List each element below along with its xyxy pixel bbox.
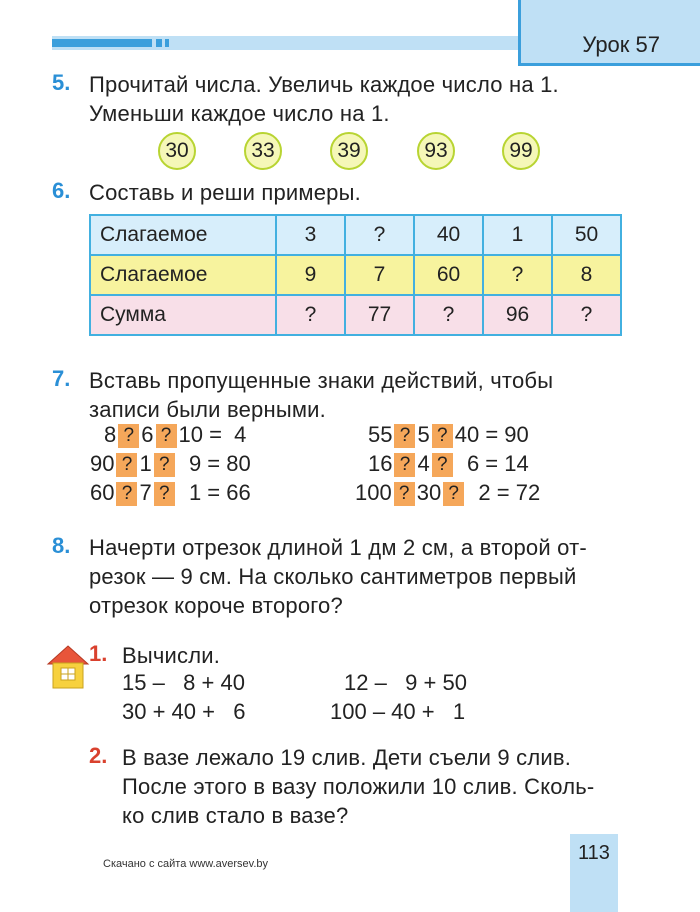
table-row	[90, 255, 621, 295]
missing-sign-box[interactable]: ?	[432, 424, 453, 448]
row-label: Сумма	[90, 295, 276, 335]
number-circle: 33	[244, 132, 282, 170]
operand: 55	[368, 422, 393, 447]
equation-rest: 40 = 90	[454, 422, 529, 447]
home-task-1-title: Вычисли.	[122, 643, 221, 668]
expression: 15 – 8 + 40	[122, 670, 245, 695]
number-circle: 30	[158, 132, 196, 170]
task-5-text-line-1: Прочитай числа. Увеличь каждое число на 1.	[89, 72, 559, 97]
missing-sign-box[interactable]: ?	[156, 424, 177, 448]
operand: 100	[355, 480, 392, 505]
missing-sign-box[interactable]: ?	[154, 453, 175, 477]
equation	[368, 422, 529, 448]
missing-sign-box[interactable]: ?	[432, 453, 453, 477]
table-cell: 8	[552, 255, 621, 295]
page-number-box	[570, 834, 618, 912]
table-cell: ?	[345, 215, 414, 255]
table-cell: 3	[276, 215, 345, 255]
task-8-number: 8.	[52, 533, 71, 558]
row-label: Слагаемое	[90, 215, 276, 255]
home-task-2-text-line-1: В вазе лежало 19 слив. Дети съели 9 слив.	[122, 745, 572, 770]
home-task-2-text-line-3: ко слив стало в вазе?	[122, 803, 349, 828]
addition-table	[89, 214, 622, 336]
task-7-text-line-2: записи были верными.	[89, 397, 326, 422]
table-row	[90, 215, 621, 255]
equation-rest: 9 = 80	[176, 451, 251, 476]
missing-sign-box[interactable]: ?	[154, 482, 175, 506]
header-stripe	[52, 36, 522, 50]
task-5-text-line-2: Уменьши каждое число на 1.	[89, 101, 390, 126]
table-cell: 7	[345, 255, 414, 295]
operand: 1	[139, 451, 152, 476]
equation	[104, 422, 246, 448]
operand: 8	[104, 422, 117, 447]
table-cell: ?	[552, 295, 621, 335]
missing-sign-box[interactable]: ?	[394, 424, 415, 448]
missing-sign-box[interactable]: ?	[443, 482, 464, 506]
task-6-title: Составь и реши примеры.	[89, 180, 361, 205]
operand: 4	[417, 451, 430, 476]
equation-rest: 10 = 4	[178, 422, 247, 447]
table-cell: 77	[345, 295, 414, 335]
number-circle: 93	[417, 132, 455, 170]
table-cell: 60	[414, 255, 483, 295]
table-cell: 40	[414, 215, 483, 255]
operand: 30	[416, 480, 442, 505]
operand: 6	[141, 422, 154, 447]
home-task-2-number: 2.	[89, 743, 108, 768]
expression: 30 + 40 + 6	[122, 699, 246, 724]
task-8-text-line-1: Начерти отрезок длиной 1 дм 2 см, а второй от-	[89, 535, 587, 560]
table-cell: 9	[276, 255, 345, 295]
equation	[355, 480, 540, 506]
table-cell: 96	[483, 295, 552, 335]
operand: 7	[139, 480, 152, 505]
equation-rest: 2 = 72	[466, 480, 541, 505]
task-6-number: 6.	[52, 178, 71, 203]
equation-rest: 1 = 66	[176, 480, 251, 505]
expression: 12 – 9 + 50	[344, 670, 467, 695]
lesson-box	[518, 0, 700, 66]
number-circle: 39	[330, 132, 368, 170]
home-task-1-number: 1.	[89, 641, 108, 666]
equation	[368, 451, 529, 477]
table-row	[90, 295, 621, 335]
equation	[90, 451, 251, 477]
stripe-dot	[156, 39, 162, 47]
source-footer: Скачано с сайта www.aversev.by	[103, 858, 269, 870]
stripe-dot	[165, 39, 169, 47]
task-5-number: 5.	[52, 70, 71, 95]
number-circle: 99	[502, 132, 540, 170]
home-task-2-text-line-2: После этого в вазу положили 10 слив. Сколь-	[122, 774, 595, 799]
operand: 16	[368, 451, 393, 476]
table-cell: 50	[552, 215, 621, 255]
row-label: Слагаемое	[90, 255, 276, 295]
task-7-number: 7.	[52, 366, 71, 391]
operand: 90	[90, 451, 115, 476]
table-cell: 1	[483, 215, 552, 255]
lesson-title: Урок 57	[582, 32, 660, 57]
missing-sign-box[interactable]: ?	[116, 453, 137, 477]
missing-sign-box[interactable]: ?	[394, 482, 415, 506]
table-cell: ?	[276, 295, 345, 335]
task-7-text-line-1: Вставь пропущенные знаки действий, чтобы	[89, 368, 554, 393]
missing-sign-box[interactable]: ?	[118, 424, 139, 448]
task-8-text-line-3: отрезок короче второго?	[89, 593, 343, 618]
table-cell: ?	[483, 255, 552, 295]
table-cell: ?	[414, 295, 483, 335]
stripe-bar	[52, 39, 152, 47]
expression: 100 – 40 + 1	[330, 699, 466, 724]
equation-rest: 6 = 14	[454, 451, 529, 476]
task-8-text-line-2: резок — 9 см. На сколько сантиметров первый	[89, 564, 577, 589]
operand: 60	[90, 480, 115, 505]
equation	[90, 480, 251, 506]
operand: 5	[417, 422, 430, 447]
missing-sign-box[interactable]: ?	[394, 453, 415, 477]
page-number: 113	[578, 842, 610, 864]
missing-sign-box[interactable]: ?	[116, 482, 137, 506]
house-icon	[46, 644, 90, 690]
